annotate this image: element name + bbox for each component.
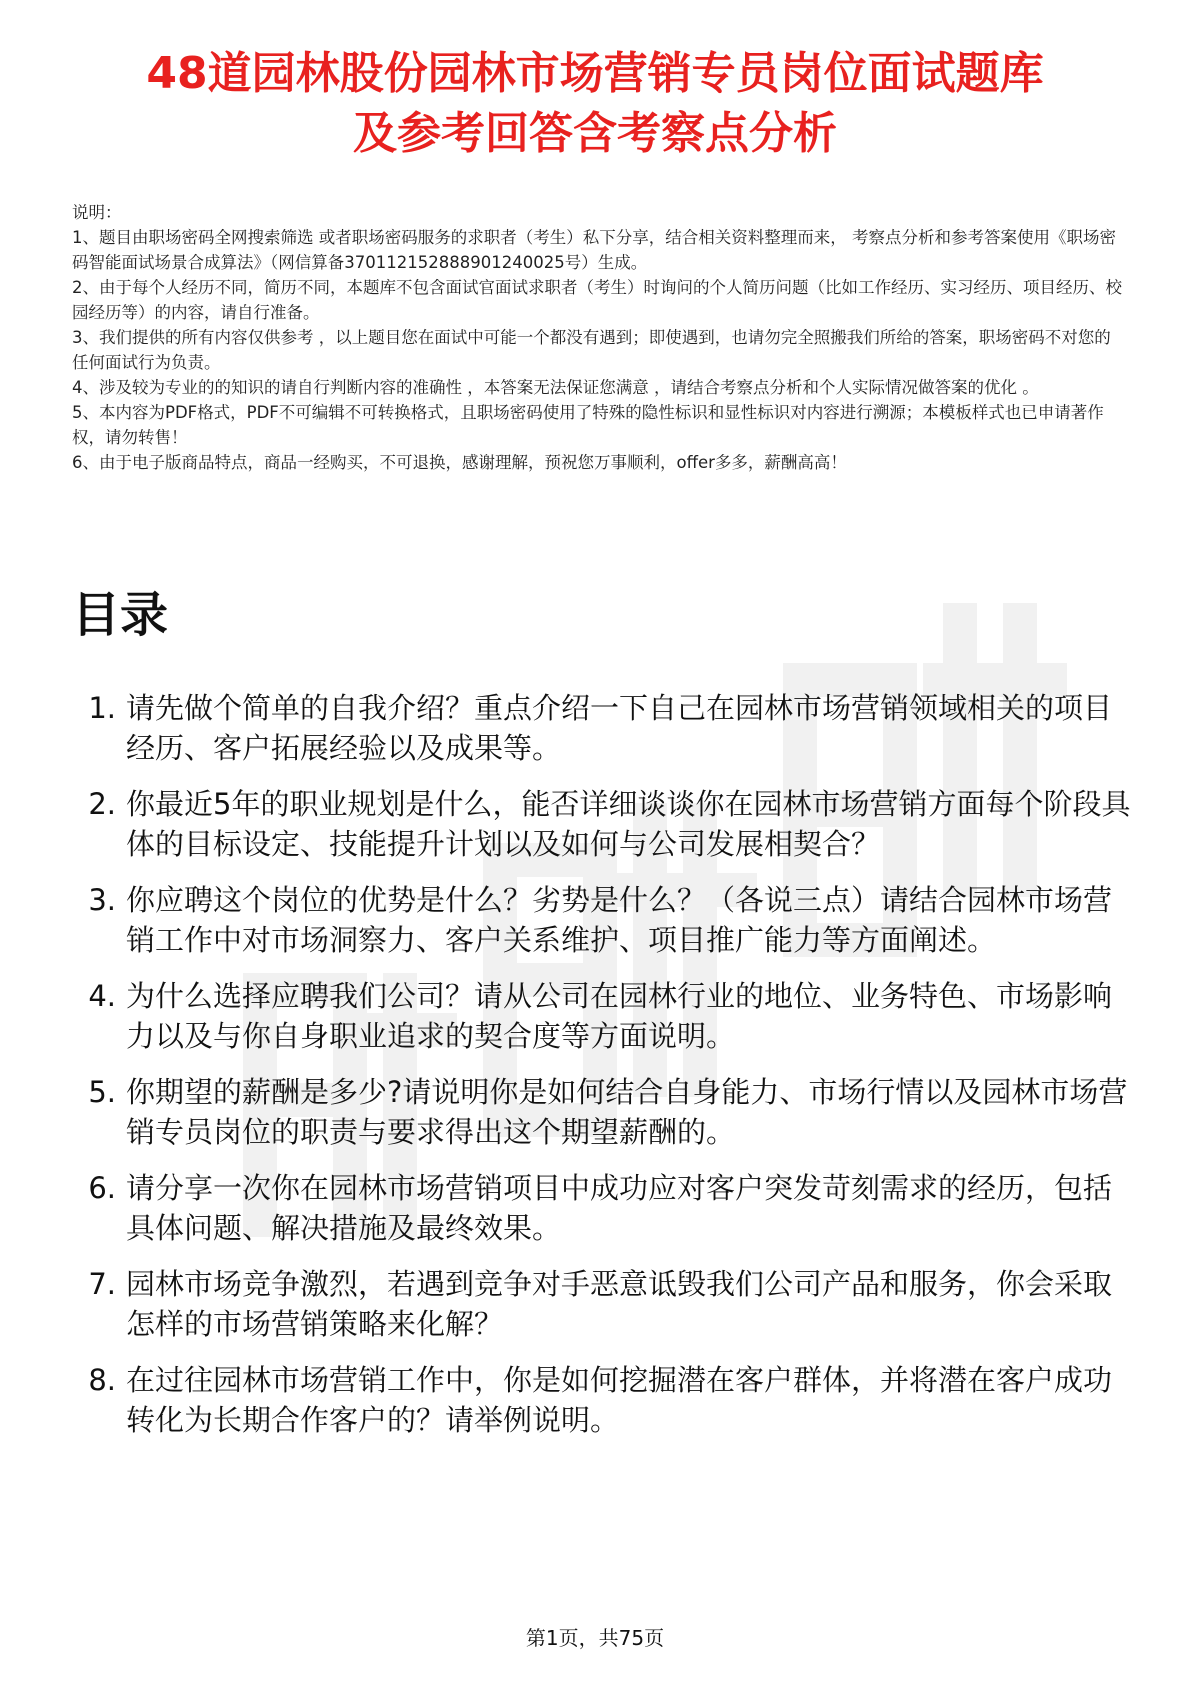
document-title bbox=[60, 44, 1130, 164]
toc-item-number: 5. bbox=[88, 1075, 116, 1109]
instruction-item: 4、涉及较为专业的的知识的请自行判断内容的准确性 ，本答案无法保证您满意 ，请结合考察点分析和个人实际情况做答案的优化 。 bbox=[72, 378, 1039, 397]
toc-item[interactable] bbox=[72, 1264, 1132, 1344]
toc-item-text: 你应聘这个岗位的优势是什么？劣势是什么？（各说三点）请结合园林市场营销工作中对市场洞察力、客户关系维护、项目推广能力等方面阐述。 bbox=[126, 883, 1113, 957]
instruction-item: 1、题目由职场密码全网搜索筛选 或者职场密码服务的求职者（考生）私下分享，结合相关资料整理而来， 考察点分析和参考答案使用《职场密码智能面试场景合成算法》（网信算备370112152888901240025号）生成。 bbox=[72, 228, 1116, 272]
toc-item-number: 1. bbox=[88, 691, 116, 725]
document-title-line-1: 48道园林股份园林市场营销专员岗位面试题库 bbox=[146, 48, 1044, 99]
toc-item-number: 7. bbox=[88, 1267, 116, 1301]
toc-item[interactable] bbox=[72, 976, 1132, 1056]
toc-item-text: 为什么选择应聘我们公司？请从公司在园林行业的地位、业务特色、市场影响力以及与你自身职业追求的契合度等方面说明。 bbox=[126, 979, 1113, 1053]
toc-list bbox=[72, 688, 1132, 1456]
toc-item[interactable] bbox=[72, 784, 1132, 864]
toc-item[interactable] bbox=[72, 1072, 1132, 1152]
instruction-item: 6、由于电子版商品特点，商品一经购买，不可退换，感谢理解，预祝您万事顺利，offer多多，薪酬高高！ bbox=[72, 453, 847, 472]
instruction-item: 2、由于每个人经历不同，简历不同，本题库不包含面试官面试求职者（考生）时询问的个人简历问题（比如工作经历、实习经历、项目经历、校园经历等）的内容，请自行准备。 bbox=[72, 278, 1122, 322]
toc-item[interactable] bbox=[72, 880, 1132, 960]
instruction-item: 5、本内容为PDF格式，PDF不可编辑不可转换格式，且职场密码使用了特殊的隐性标识和显性标识对内容进行溯源；本模板样式也已申请著作权，请勿转售！ bbox=[72, 403, 1104, 447]
toc-item-number: 6. bbox=[88, 1171, 116, 1205]
instructions-section bbox=[72, 200, 1122, 475]
instruction-item: 3、我们提供的所有内容仅供参考 ，以上题目您在面试中可能一个都没有遇到；即使遇到，也请勿完全照搬我们所给的答案，职场密码不对您的任何面试行为负责。 bbox=[72, 328, 1111, 372]
toc-item-number: 2. bbox=[88, 787, 116, 821]
toc-item-number: 4. bbox=[88, 979, 116, 1013]
page-number: 第1页，共75页 bbox=[525, 1626, 665, 1650]
document-title-line-2: 及参考回答含考察点分析 bbox=[353, 108, 837, 159]
toc-item-text: 请先做个简单的自我介绍？重点介绍一下自己在园林市场营销领域相关的项目经历、客户拓展经验以及成果等。 bbox=[126, 691, 1113, 765]
toc-item-text: 你期望的薪酬是多少?请说明你是如何结合自身能力、市场行情以及园林市场营销专员岗位的职责与要求得出这个期望薪酬的。 bbox=[126, 1075, 1128, 1149]
toc-item[interactable] bbox=[72, 688, 1132, 768]
toc-item-text: 在过往园林市场营销工作中，你是如何挖掘潜在客户群体，并将潜在客户成功转化为长期合作客户的？请举例说明。 bbox=[126, 1363, 1113, 1437]
toc-item-text: 请分享一次你在园林市场营销项目中成功应对客户突发苛刻需求的经历，包括具体问题、解决措施及最终效果。 bbox=[126, 1171, 1113, 1245]
instructions-heading: 说明： bbox=[72, 203, 122, 222]
toc-item-number: 8. bbox=[88, 1363, 116, 1397]
toc-item-text: 你最近5年的职业规划是什么，能否详细谈谈你在园林市场营销方面每个阶段具体的目标设定、技能提升计划以及如何与公司发展相契合？ bbox=[126, 787, 1131, 861]
toc-item-text: 园林市场竞争激烈，若遇到竞争对手恶意诋毁我们公司产品和服务，你会采取怎样的市场营销策略来化解？ bbox=[126, 1267, 1113, 1341]
toc-item[interactable] bbox=[72, 1360, 1132, 1440]
toc-item-number: 3. bbox=[88, 883, 116, 917]
toc-heading: 目录 bbox=[72, 587, 169, 643]
toc-item[interactable] bbox=[72, 1168, 1132, 1248]
